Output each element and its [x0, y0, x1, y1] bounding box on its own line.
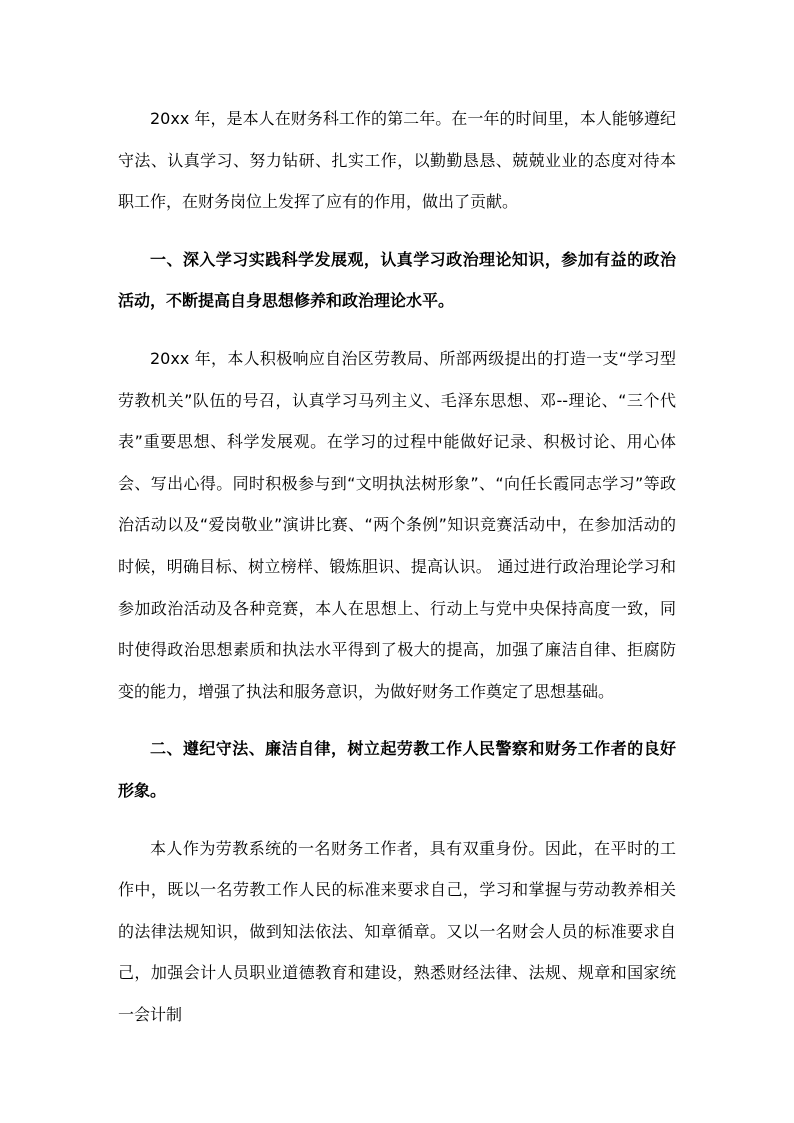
section-1-paragraph: 20xx 年，本人积极响应自治区劳教局、所部两级提出的打造一支“学习型劳教机关”队伍的号召，认真学习马列主义、毛泽东思想、邓--理论、“三个代表”重要思想、科学发展观。在学习的过程中能做好记录、积极讨论、用心体会、写出心得。同时积极参与到“文明执法树形象”、“向任长霞同志学习”等政治活动以及“爱岗敬业”演讲比赛、“两个条例”知识竞赛活动中，在参加活动的时候，明确目标、树立榜样、锻炼胆识、提高认识。 通过进行政治理论学习和参加政治活动及各种竞赛，本人在思想上、行动上与党中央保持高度一致，同时使得政治思想素质和执法水平得到了极大的提高，加强了廉洁自律、拒腐防变的能力，增强了执法和服务意识，为做好财务工作奠定了思想基础。: [118, 348, 676, 701]
section-2-paragraph: 本人作为劳教系统的一名财务工作者，具有双重身份。因此，在平时的工作中，既以一名劳教工作人民的标准来要求自己，学习和掌握与劳动教养相关的法律法规知识，做到知法依法、知章循章。又以一名财会人员的标准要求自己，加强会计人员职业道德教育和建设，熟悉财经法律、法规、规章和国家统一会计制: [118, 838, 676, 1024]
document-page: [118, 98, 676, 1035]
intro-paragraph: 20xx 年，是本人在财务科工作的第二年。在一年的时间里，本人能够遵纪守法、认真学习、努力钻研、扎实工作，以勤勤恳恳、兢兢业业的态度对待本职工作，在财务岗位上发挥了应有的作用，做出了贡献。: [118, 109, 676, 212]
section-heading-2: 二、遵纪守法、廉洁自律，树立起劳教工作人民警察和财务工作者的良好形象。: [118, 739, 676, 800]
section-heading-1: 一、深入学习实践科学发展观，认真学习政治理论知识，参加有益的政治活动，不断提高自身思想修养和政治理论水平。: [118, 249, 676, 311]
